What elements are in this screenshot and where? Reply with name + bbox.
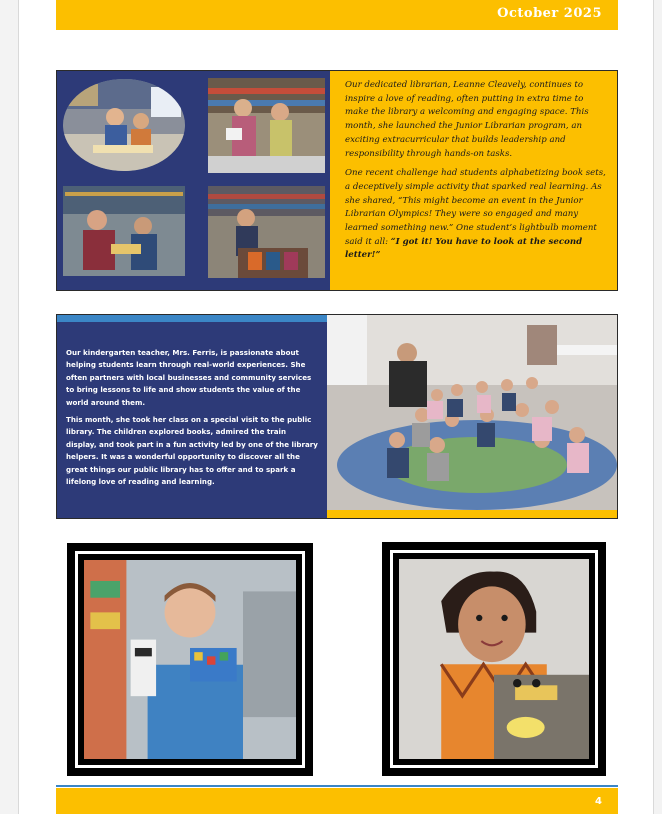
page-number: 4 bbox=[595, 796, 602, 807]
kindergarten-article bbox=[66, 347, 318, 493]
librarian-paragraph-1: Our dedicated librarian, Leanne Cleavely, continues to inspire a love of reading, often putting in extra time to make the library a welcoming and engaging space. This month, she launched the Junior Librarian program, an exciting extracurricular that builds leadership and responsibility through hands-on tasks. bbox=[345, 80, 589, 159]
footer-bar bbox=[56, 788, 618, 814]
library-photo bbox=[63, 186, 185, 276]
kindergarten-section bbox=[56, 314, 618, 519]
accent-stripe bbox=[57, 315, 327, 322]
kindergarten-paragraph-2: This month, she took her class on a special visit to the public library. The children explored books, admired the train display, and took part in a fun activity led by one of the library helpers. It was a wonderful opportunity to discover all the great things our public library has to offer and to spark a lifelong love of reading and learning. bbox=[66, 415, 318, 487]
librarian-paragraph-2 bbox=[345, 167, 607, 263]
footer-divider bbox=[56, 785, 618, 787]
student-photo-frame bbox=[382, 542, 606, 776]
class-visit-photo bbox=[327, 315, 617, 510]
library-photo-collage bbox=[57, 71, 330, 290]
library-photo bbox=[208, 78, 325, 173]
header-bar bbox=[56, 0, 618, 30]
issue-date: October 2025 bbox=[497, 6, 602, 21]
student-photo-frame bbox=[67, 543, 313, 776]
library-photo bbox=[208, 186, 325, 278]
kindergarten-paragraph-1: Our kindergarten teacher, Mrs. Ferris, is passionate about helping students learn through real-world experiences. She often partners with local businesses and community services to bring lessons to life and show students the value of the world around them. bbox=[66, 348, 312, 407]
librarian-article bbox=[345, 79, 607, 269]
student-quote: “I got it! You have to look at the second letter!” bbox=[345, 236, 583, 261]
student-holding-book-photo bbox=[84, 560, 296, 759]
library-photo bbox=[63, 79, 185, 171]
student-craft-photo bbox=[399, 559, 589, 759]
librarian-section bbox=[56, 70, 618, 291]
librarian-paragraph-2-text: One recent challenge had students alphabetizing book sets, a deceptively simple activity that sparked real learning. As she shared, “This might become an event in the Junior Librarian Olympics! They were so engaged and many learned something new.” One student’s lightbulb moment said it all: bbox=[345, 168, 606, 247]
accent-strip bbox=[327, 510, 617, 518]
